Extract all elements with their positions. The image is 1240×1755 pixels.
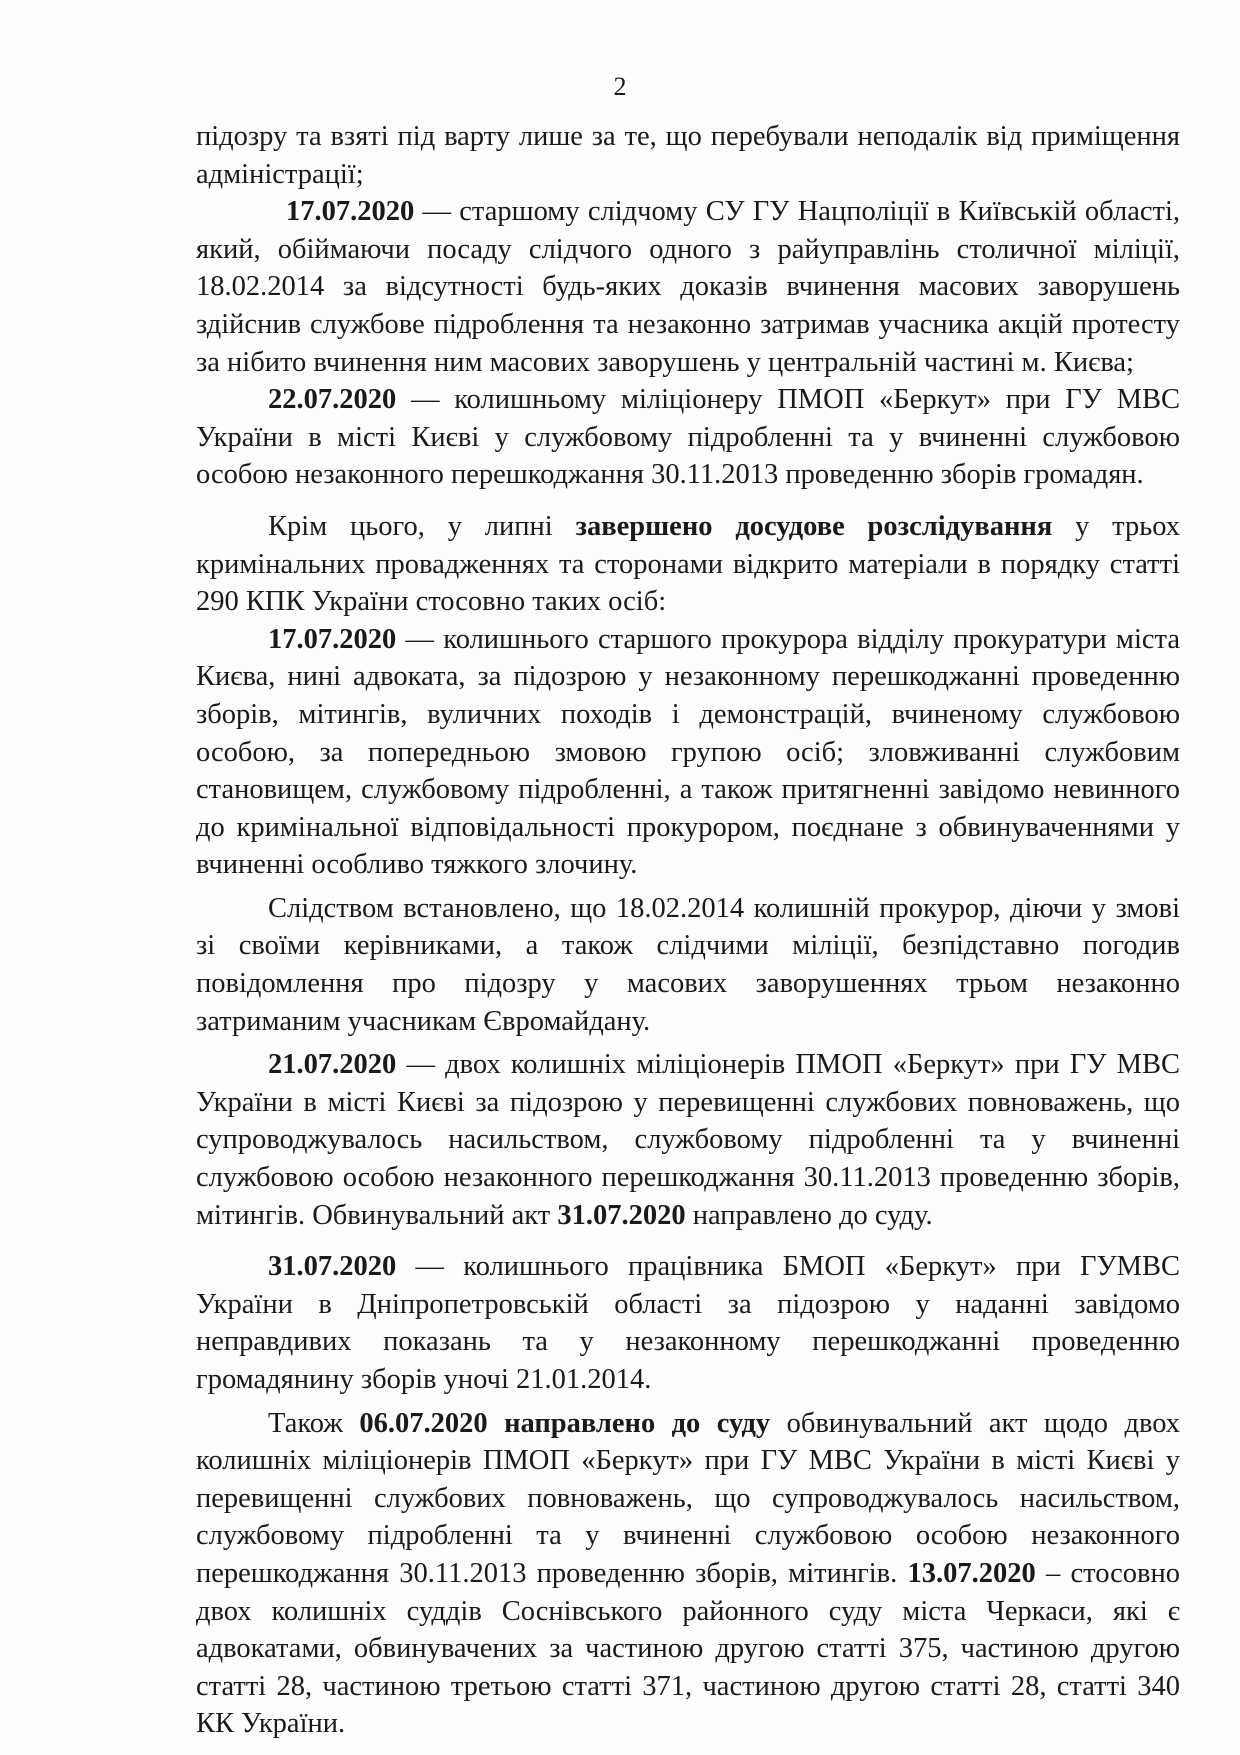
paragraph-9-bold-date: 13.07.2020 xyxy=(907,1557,1036,1589)
paragraph-7 xyxy=(196,1046,1180,1234)
paragraph-1 xyxy=(196,118,1180,193)
paragraph-6-text: Слідством встановлено, що 18.02.2014 колишній прокурор, діючи у змові зі своїми керівниками, а також слідчими міліції, безпідставно погодив повідомлення про підозру у масових заворушеннях трьом незаконно затриманим учасникам Євромайдану. xyxy=(196,892,1180,1037)
document-body xyxy=(196,118,1180,1743)
paragraph-5-text: — колишнього старшого прокурора відділу прокуратури міста Києва, нині адвоката, за підозрою у незаконному перешкоджанні проведенню зборів, мітингів, вуличних походів і демонстрацій, вчиненому службовою особою, за попередньою змовою групою осіб; зловживанні службовим становищем, службовому підробленні, а також притягненні завідомо невинного до кримінальної відповідальності прокурором, поєднане з обвинуваченнями у вчиненні особливо тяжкого злочину. xyxy=(196,623,1180,881)
paragraph-6 xyxy=(196,890,1180,1040)
paragraph-8 xyxy=(196,1248,1180,1398)
paragraph-9-bold: 06.07.2020 направлено до суду xyxy=(359,1407,771,1439)
paragraph-4-before: Крім цього, у липні xyxy=(268,510,576,542)
paragraph-2-date: 17.07.2020 xyxy=(286,196,415,228)
paragraph-8-text: — колишнього працівника БМОП «Беркут» при ГУМВС України в Дніпропетровській області за підозрою у наданні завідомо неправдивих показань та у незаконному перешкоджанні проведенню громадянину зборів уночі 21.01.2014. xyxy=(196,1251,1180,1395)
paragraph-7-text: — двох колишніх міліціонерів ПМОП «Беркут» при ГУ МВС України в місті Києві за підозрою у перевищенні службових повноважень, що супроводжувалось насильством, службовому підробленні та у вчиненні службовою особою незаконного перешкоджання 30.11.2013 проведенню зборів, мітингів. Обвинувальний акт xyxy=(196,1049,1180,1231)
paragraph-8-date: 31.07.2020 xyxy=(268,1251,397,1283)
paragraph-4-bold: завершено досудове розслідування xyxy=(575,510,1053,542)
paragraph-9-before: Також xyxy=(268,1407,360,1439)
paragraph-2 xyxy=(196,193,1180,381)
paragraph-7-bold-date: 31.07.2020 xyxy=(557,1199,686,1231)
paragraph-7-after: направлено до суду. xyxy=(685,1199,933,1231)
paragraph-9-middle: обвинувальний акт щодо двох колишніх міліціонерів ПМОП «Беркут» при ГУ МВС України в місті Києві у перевищенні службових повноважень, що супроводжувалось насильством, службовому підробленні та у вчиненні службовою особою незаконного перешкоджання 30.11.2013 проведенню зборів, мітингів. xyxy=(196,1407,1180,1589)
paragraph-3-date: 22.07.2020 xyxy=(268,384,397,416)
paragraph-7-date: 21.07.2020 xyxy=(268,1049,397,1081)
paragraph-4 xyxy=(196,508,1180,621)
paragraph-3-text: — колишньому міліціонеру ПМОП «Беркут» при ГУ МВС України в місті Києві у службовому підробленні та у вчиненні службовою особою незаконного перешкоджання 30.11.2013 проведенню зборів громадян. xyxy=(196,384,1180,491)
paragraph-5 xyxy=(196,621,1180,884)
paragraph-9 xyxy=(196,1405,1180,1743)
page-number: 2 xyxy=(613,72,627,101)
paragraph-2-text: — старшому слідчому СУ ГУ Нацполіції в Київській області, який, обіймаючи посаду слідчого одного з райуправлінь столичної міліції, 18.02.2014 за відсутності будь-яких доказів вчинення масових заворушень здійснив службове підроблення та незаконно затримав учасника акцій протесту за нібито вчинення ним масових заворушень у центральній частині м. Києва; xyxy=(196,196,1180,378)
paragraph-9-after: – стосовно двох колишніх суддів Соснівського районного суду міста Черкаси, які є адвокатами, обвинувачених за частиною другою статті 375, частиною другою статті 28, частиною третьою статті 371, частиною другою статті 28, статті 340 КК України. xyxy=(196,1557,1181,1740)
paragraph-4-after: у трьох кримінальних провадженнях та сторонами відкрито матеріали в порядку статті 290 КПК України стосовно таких осіб: xyxy=(196,510,1180,618)
paragraph-3 xyxy=(196,381,1180,494)
paragraph-1-text: підозру та взяті під варту лише за те, що перебували неподалік від приміщення адміністрації; xyxy=(196,121,1180,190)
paragraph-5-date: 17.07.2020 xyxy=(268,623,397,655)
